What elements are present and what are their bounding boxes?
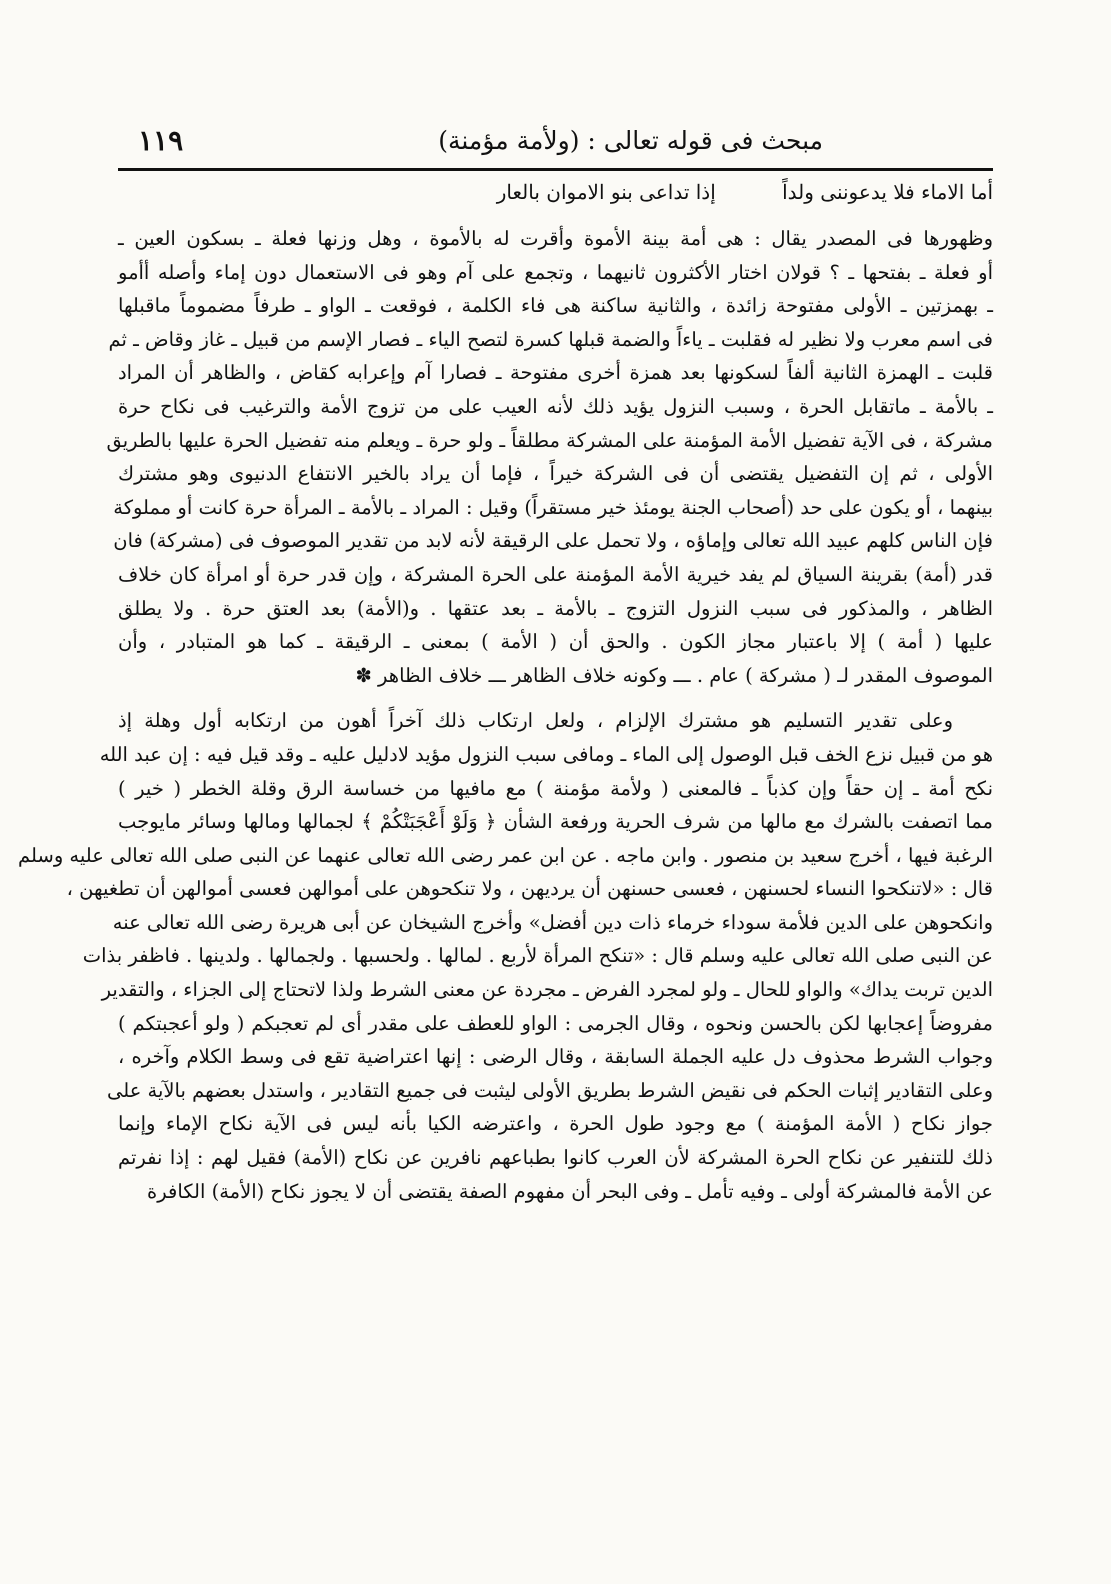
text-line: بينهما ، أو يكون على حد (أصحاب الجنة يومئذ خير مستقراً) وقيل : المراد ـ بالأمة ـ المرأة حرة كانت أو مملوكة	[113, 495, 993, 519]
text-line: وعلى التقادير إثبات الحكم فى نقيض الشرط بطريق الأولى ليثبت فى جميع التقادير ، واستدل بعضهم بالآية على	[107, 1078, 993, 1102]
text-line: وظهورها فى المصدر يقال : هى أمة بينة الأموة وأقرت له بالأموة ، وهل وزنها فعلة ـ بسكون العين ـ	[118, 227, 993, 250]
text-line: فى اسم معرب ولا نظير له فقلبت ـ ياءاً والضمة قبلها كسرة لتصح الياء ـ فصار الإسم من قبيل ـ غاز وقاض ـ ثم	[108, 327, 993, 351]
paragraph	[106, 222, 993, 692]
text-line: وجواب الشرط محذوف دل عليه الجملة السابقة ، وقال الرضى : إنها اعتراضية تقع فى وسط الكلام وآخره ،	[118, 1045, 993, 1069]
body-text	[18, 222, 993, 1208]
page-number: ١١٩	[138, 124, 184, 157]
text-line: عن الأمة فالمشركة أولى ـ وفيه تأمل ـ وفى البحر أن مفهوم الصفة يقتضى أن لا يجوز نكاح (الأمة) الكافرة	[147, 1179, 993, 1203]
text-line: عن النبى صلى الله تعالى عليه وسلم قال : «تنكح المرأة لأربع . لمالها . ولحسبها . ولجمالها . ولدينها . فاظفر بذات	[82, 944, 993, 968]
verse-hemistich-2: إذا تداعى بنو الاموان بالعار	[496, 180, 716, 204]
text-line: قدر (أمة) بقرينة السياق لم يفد خيرية الأمة المؤمنة على الحرة المشركة ، وإن قدر حرة أو امرأة كان خلاف	[118, 562, 993, 586]
text-line: وعلى تقدير التسليم هو مشترك الإلزام ، ولعل ارتكاب ذلك آخراً أهون من ارتكابه أول وهلة إذ	[118, 709, 953, 733]
text-line: نكح أمة ـ إن حقاً وإن كذباً ـ فالمعنى ( ولأمة مؤمنة ) مع مافيها من خساسة الرق وقلة الخطر ( خير )	[118, 776, 993, 800]
page-title: مبحث فى قوله تعالى : (ولأمة مؤمنة)	[438, 126, 823, 155]
text-line: مما اتصفت بالشرك مع مالها من شرف الحرية ورفعة الشأن ﴿ وَلَوْ أَعْجَبَتْكُمْ ﴾ لجمالها ومالها وسائر مايوجب	[118, 810, 993, 834]
text-line: هو من قبيل نزع الخف قبل الوصول إلى الماء ـ ومافى سبب النزول مؤيد لادليل عليه ـ وقد قيل فيه : إن عبد الله	[99, 742, 993, 766]
text-line: أو فعلة ـ بفتحها ـ ؟ قولان اختار الأكثرون ثانيهما ، وتجمع على آم وهو فى الاستعمال دون إماء وأصله أأمو	[118, 260, 993, 284]
text-line: قال : «لاتنكحوا النساء لحسنهن ، فعسى حسنهن أن يرديهن ، ولا تنكحوهن على أموالهن فعسى أموالهن أن تطغيهن ،	[66, 877, 993, 901]
running-header	[118, 122, 993, 164]
text-line: ذلك للتنفير عن نكاح الحرة المشركة لأن العرب كانوا بطباعهم نافرين عن نكاح (الأمة) فقيل لهم : إذا نفرتم	[118, 1146, 993, 1170]
text-line: عليها ( أمة ) إلا باعتبار مجاز الكون . والحق أن ( الأمة ) بمعنى ـ الرقيقة ـ كما هو المتبادر ، وأن	[118, 630, 993, 654]
text-line: مفروضاً إعجابها لكن بالحسن ونحوه ، وقال الجرمى : الواو للعطف على مقدر أى لم تعجبكم ( ولو أعجبتكم )	[118, 1011, 993, 1035]
verse-hemistich-1: أما الاماء فلا يدعوننى ولداً	[782, 180, 993, 204]
text-line: فإن الناس كلهم عبيد الله تعالى وإماؤه ، ولا تحمل على الرقيقة لأنه لابد من تقدير الموصوف فى (مشركة) فان	[113, 529, 993, 553]
text-line: مشركة ، فى الآية تفضيل الأمة المؤمنة على المشركة مطلقاً ـ ولو حرة ـ ويعلم منه تفضيل الحرة عليها بالطريق	[106, 428, 993, 452]
text-line: وانكحوهن على الدين فلأمة سوداء خرماء ذات دين أفضل» وأخرج الشيخان عن أبى هريرة رضى الله تعالى عنه	[112, 910, 993, 934]
header-rule	[118, 168, 993, 171]
poetry-verse	[118, 180, 993, 204]
paragraph	[18, 704, 993, 1208]
text-line: الظاهر ، والمذكور فى سبب النزول التزوج ـ بالأمة ـ بعد عتقها . و(الأمة) بعد العتق حرة . ولا يطلق	[118, 596, 993, 620]
text-line: الموصوف المقدر لـ ( مشركة ) عام . ـــ وكونه خلاف الظاهر ـــ خلاف الظاهر ✽	[355, 663, 993, 687]
text-line: جواز نكاح ( الأمة المؤمنة ) مع وجود طول الحرة ، واعترضه الكيا بأنه ليس فى الآية نكاح الإماء وإنما	[118, 1112, 993, 1136]
text-line: قلبت ـ الهمزة الثانية ألفاً لسكونها بعد همزة أخرى مفتوحة ـ فصارا آم وإعرابه كقاض ، والظاهر أن المراد	[118, 361, 993, 385]
text-line: ـ بالأمة ـ ماتقابل الحرة ، وسبب النزول يؤيد ذلك لأنه العيب على من تزوج الأمة والترغيب فى نكاح حرة	[118, 394, 993, 418]
paragraph-gap	[118, 692, 993, 704]
text-line: الدين تربت يداك» والواو للحال ـ ولو لمجرد الفرض ـ مجردة عن معنى الشرط ولذا لاتحتاج إلى الجزاء ، والتقدير	[101, 978, 993, 1002]
text-line: الأولى ، ثم إن التفضيل يقتضى أن فى الشركة خيراً ، فإما أن يراد بالخير الانتفاع الدنيوى وهو مشترك	[118, 462, 993, 486]
text-line: الرغبة فيها ، أخرج سعيد بن منصور . وابن ماجه . عن ابن عمر رضى الله تعالى عنهما عن النبى صلى الله تعالى عليه وسلم	[18, 843, 993, 867]
text-line: ـ بهمزتين ـ الأولى مفتوحة زائدة ، والثانية ساكنة هى فاء الكلمة ، فوقعت ـ الواو ـ طرفاً مضموماً ماقبلها	[118, 294, 993, 318]
